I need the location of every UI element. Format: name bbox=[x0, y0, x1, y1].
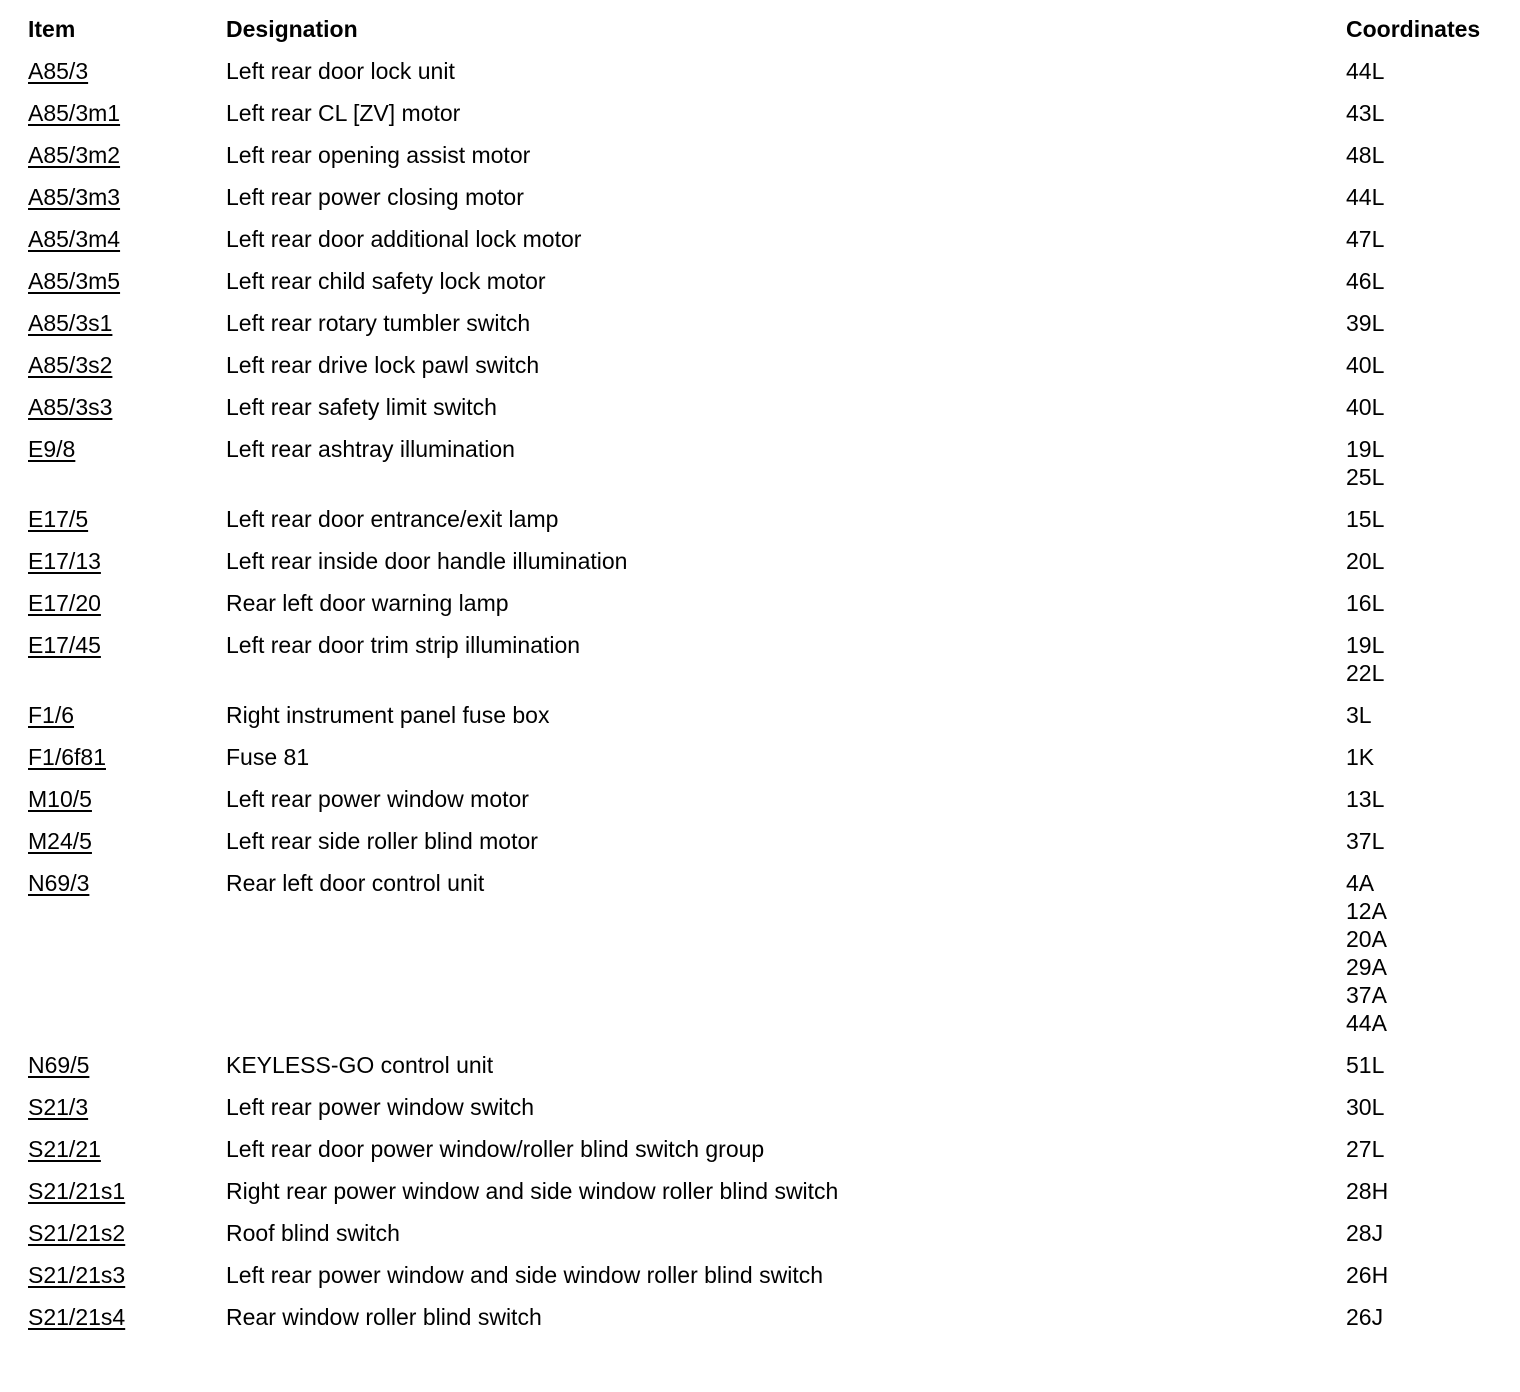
designation-cell: Left rear door lock unit bbox=[226, 58, 455, 84]
coordinate-value: 40L bbox=[1346, 352, 1385, 378]
designation-cell: Left rear rotary tumbler switch bbox=[226, 310, 531, 336]
coordinate-value: 39L bbox=[1346, 310, 1385, 336]
coordinates-cell bbox=[1346, 57, 1384, 85]
coordinate-value: 29A bbox=[1346, 954, 1387, 980]
designation-cell: Left rear child safety lock motor bbox=[226, 268, 546, 294]
designation-cell: Rear window roller blind switch bbox=[226, 1304, 542, 1330]
designation-cell: Right instrument panel fuse box bbox=[226, 702, 550, 728]
table-row bbox=[0, 1260, 1520, 1302]
item-link[interactable]: S21/21s2 bbox=[28, 1220, 126, 1246]
table-row bbox=[0, 224, 1520, 266]
table-header bbox=[0, 12, 1520, 46]
designation-cell: Left rear side roller blind motor bbox=[226, 828, 538, 854]
table-row bbox=[0, 1134, 1520, 1176]
table-row bbox=[0, 392, 1520, 434]
designation-cell: Left rear door additional lock motor bbox=[226, 226, 582, 252]
table-row bbox=[0, 434, 1520, 504]
item-cell bbox=[28, 435, 75, 463]
coordinates-cell bbox=[1346, 99, 1384, 127]
coordinates-cell bbox=[1346, 1219, 1383, 1247]
item-cell bbox=[28, 351, 112, 379]
coordinates-cell bbox=[1346, 351, 1384, 379]
coordinates-cell bbox=[1346, 225, 1384, 253]
coordinates-cell bbox=[1346, 1093, 1384, 1121]
table-row bbox=[0, 98, 1520, 140]
coordinate-value: 13L bbox=[1346, 786, 1385, 812]
coordinate-value: 15L bbox=[1346, 506, 1385, 532]
designation-cell: Left rear drive lock pawl switch bbox=[226, 352, 540, 378]
table-row bbox=[0, 504, 1520, 546]
coordinates-cell bbox=[1346, 785, 1384, 813]
item-link[interactable]: A85/3s3 bbox=[28, 394, 113, 420]
coordinates-cell bbox=[1346, 435, 1384, 491]
designation-cell: KEYLESS-GO control unit bbox=[226, 1052, 494, 1078]
coordinates-cell bbox=[1346, 309, 1384, 337]
coordinate-value: 20A bbox=[1346, 926, 1387, 952]
item-link[interactable]: A85/3m5 bbox=[28, 268, 121, 294]
coordinates-cell bbox=[1346, 141, 1384, 169]
designation-cell: Left rear door entrance/exit lamp bbox=[226, 506, 559, 532]
table-row bbox=[0, 784, 1520, 826]
coordinates-cell bbox=[1346, 631, 1384, 687]
table-row bbox=[0, 700, 1520, 742]
item-link[interactable]: S21/21s3 bbox=[28, 1262, 126, 1288]
coordinate-value: 51L bbox=[1346, 1052, 1385, 1078]
item-link[interactable]: A85/3m2 bbox=[28, 142, 121, 168]
item-link[interactable]: E17/5 bbox=[28, 506, 89, 532]
table-row bbox=[0, 630, 1520, 700]
table-row bbox=[0, 742, 1520, 784]
item-link[interactable]: M10/5 bbox=[28, 786, 92, 812]
item-cell bbox=[28, 57, 88, 85]
item-cell bbox=[28, 183, 120, 211]
designation-cell: Left rear ashtray illumination bbox=[226, 436, 515, 462]
designation-cell: Left rear door trim strip illumination bbox=[226, 632, 581, 658]
item-link[interactable]: A85/3m1 bbox=[28, 100, 121, 126]
table-row bbox=[0, 546, 1520, 588]
item-link[interactable]: S21/21 bbox=[28, 1136, 101, 1162]
item-link[interactable]: A85/3 bbox=[28, 58, 89, 84]
item-cell bbox=[28, 505, 88, 533]
header-designation: Designation bbox=[226, 16, 358, 42]
item-cell bbox=[28, 547, 101, 575]
coordinate-value: 19L bbox=[1346, 632, 1385, 658]
designation-cell: Fuse 81 bbox=[226, 744, 310, 770]
item-link[interactable]: N69/3 bbox=[28, 870, 90, 896]
item-link[interactable]: S21/3 bbox=[28, 1094, 89, 1120]
designation-cell: Left rear power closing motor bbox=[226, 184, 524, 210]
coordinates-cell bbox=[1346, 267, 1384, 295]
coordinates-cell bbox=[1346, 1051, 1384, 1079]
designation-cell: Left rear power window motor bbox=[226, 786, 529, 812]
designation-cell: Left rear power window switch bbox=[226, 1094, 535, 1120]
coordinate-value: 3L bbox=[1346, 702, 1372, 728]
designation-cell: Left rear power window and side window roller blind switch bbox=[226, 1262, 824, 1288]
item-link[interactable]: A85/3s1 bbox=[28, 310, 113, 336]
item-link[interactable]: A85/3m3 bbox=[28, 184, 121, 210]
designation-cell: Left rear inside door handle illumination bbox=[226, 548, 628, 574]
coordinates-cell bbox=[1346, 589, 1384, 617]
coordinate-value: 44L bbox=[1346, 184, 1385, 210]
designation-cell: Left rear door power window/roller blind switch group bbox=[226, 1136, 765, 1162]
item-link[interactable]: S21/21s4 bbox=[28, 1304, 126, 1330]
item-cell bbox=[28, 631, 101, 659]
table-row bbox=[0, 1050, 1520, 1092]
item-cell bbox=[28, 393, 112, 421]
designation-cell: Left rear opening assist motor bbox=[226, 142, 531, 168]
item-link[interactable]: E17/45 bbox=[28, 632, 101, 658]
coordinate-value: 19L bbox=[1346, 436, 1385, 462]
coordinates-cell bbox=[1346, 1303, 1383, 1331]
table-row bbox=[0, 588, 1520, 630]
item-cell bbox=[28, 827, 92, 855]
coordinates-cell bbox=[1346, 869, 1387, 1037]
item-cell bbox=[28, 701, 74, 729]
item-cell bbox=[28, 225, 120, 253]
item-cell bbox=[28, 1261, 125, 1289]
item-cell bbox=[28, 869, 89, 897]
designation-cell: Left rear safety limit switch bbox=[226, 394, 497, 420]
designation-cell: Left rear CL [ZV] motor bbox=[226, 100, 461, 126]
item-link[interactable]: E17/20 bbox=[28, 590, 101, 616]
item-link[interactable]: M24/5 bbox=[28, 828, 92, 854]
coordinates-cell bbox=[1346, 1135, 1384, 1163]
item-cell bbox=[28, 1051, 89, 1079]
item-link[interactable]: E9/8 bbox=[28, 436, 76, 462]
coordinates-cell bbox=[1346, 743, 1374, 771]
coordinate-value: 48L bbox=[1346, 142, 1385, 168]
coordinate-value: 26H bbox=[1346, 1262, 1389, 1288]
designation-cell: Rear left door control unit bbox=[226, 870, 485, 896]
coordinate-value: 16L bbox=[1346, 590, 1385, 616]
designation-cell: Right rear power window and side window roller blind switch bbox=[226, 1178, 839, 1204]
item-cell bbox=[28, 1177, 125, 1205]
item-cell bbox=[28, 99, 120, 127]
item-link[interactable]: N69/5 bbox=[28, 1052, 90, 1078]
item-link[interactable]: A85/3s2 bbox=[28, 352, 113, 378]
coordinate-value: 25L bbox=[1346, 464, 1385, 490]
item-cell bbox=[28, 785, 92, 813]
item-cell bbox=[28, 267, 120, 295]
coordinate-value: 40L bbox=[1346, 394, 1385, 420]
coordinate-value: 22L bbox=[1346, 660, 1385, 686]
table-row bbox=[0, 826, 1520, 868]
item-cell bbox=[28, 141, 120, 169]
item-cell bbox=[28, 1219, 125, 1247]
designation-cell: Roof blind switch bbox=[226, 1220, 400, 1246]
item-cell bbox=[28, 1303, 125, 1331]
table-row bbox=[0, 1218, 1520, 1260]
coordinate-value: 26J bbox=[1346, 1304, 1384, 1330]
coordinate-value: 37L bbox=[1346, 828, 1385, 854]
coordinates-cell bbox=[1346, 701, 1372, 729]
item-link[interactable]: S21/21s1 bbox=[28, 1178, 126, 1204]
coordinates-cell bbox=[1346, 1261, 1388, 1289]
coordinate-value: 37A bbox=[1346, 982, 1387, 1008]
coordinates-cell bbox=[1346, 393, 1384, 421]
table-row bbox=[0, 182, 1520, 224]
item-link[interactable]: F1/6f81 bbox=[28, 744, 106, 770]
item-link[interactable]: E17/13 bbox=[28, 548, 101, 574]
coordinate-value: 12A bbox=[1346, 898, 1387, 924]
table-row bbox=[0, 868, 1520, 1050]
coordinates-cell bbox=[1346, 1177, 1388, 1205]
coordinate-value: 20L bbox=[1346, 548, 1385, 574]
table-row bbox=[0, 140, 1520, 182]
coordinate-value: 43L bbox=[1346, 100, 1385, 126]
coordinate-value: 27L bbox=[1346, 1136, 1385, 1162]
item-cell bbox=[28, 309, 112, 337]
table-row bbox=[0, 308, 1520, 350]
coordinates-cell bbox=[1346, 505, 1384, 533]
item-cell bbox=[28, 589, 101, 617]
table-row bbox=[0, 1092, 1520, 1134]
coordinates-cell bbox=[1346, 547, 1384, 575]
coordinate-value: 28H bbox=[1346, 1178, 1389, 1204]
coordinate-value: 47L bbox=[1346, 226, 1385, 252]
coordinate-value: 44L bbox=[1346, 58, 1385, 84]
coordinate-value: 30L bbox=[1346, 1094, 1385, 1120]
coordinate-value: 28J bbox=[1346, 1220, 1384, 1246]
item-cell bbox=[28, 743, 106, 771]
coordinates-cell bbox=[1346, 183, 1384, 211]
coordinate-value: 44A bbox=[1346, 1010, 1387, 1036]
item-link[interactable]: F1/6 bbox=[28, 702, 75, 728]
coordinate-value: 4A bbox=[1346, 870, 1375, 896]
designation-cell: Rear left door warning lamp bbox=[226, 590, 509, 616]
table-row bbox=[0, 266, 1520, 308]
header-coordinates: Coordinates bbox=[1346, 16, 1481, 42]
table-body bbox=[0, 56, 1520, 1344]
item-link[interactable]: A85/3m4 bbox=[28, 226, 121, 252]
coordinates-cell bbox=[1346, 827, 1384, 855]
table-row bbox=[0, 56, 1520, 98]
item-cell bbox=[28, 1093, 88, 1121]
table-row bbox=[0, 1302, 1520, 1344]
coordinate-value: 1K bbox=[1346, 744, 1375, 770]
table-row bbox=[0, 350, 1520, 392]
table-row bbox=[0, 1176, 1520, 1218]
item-cell bbox=[28, 1135, 101, 1163]
coordinate-value: 46L bbox=[1346, 268, 1385, 294]
header-item: Item bbox=[28, 16, 76, 42]
